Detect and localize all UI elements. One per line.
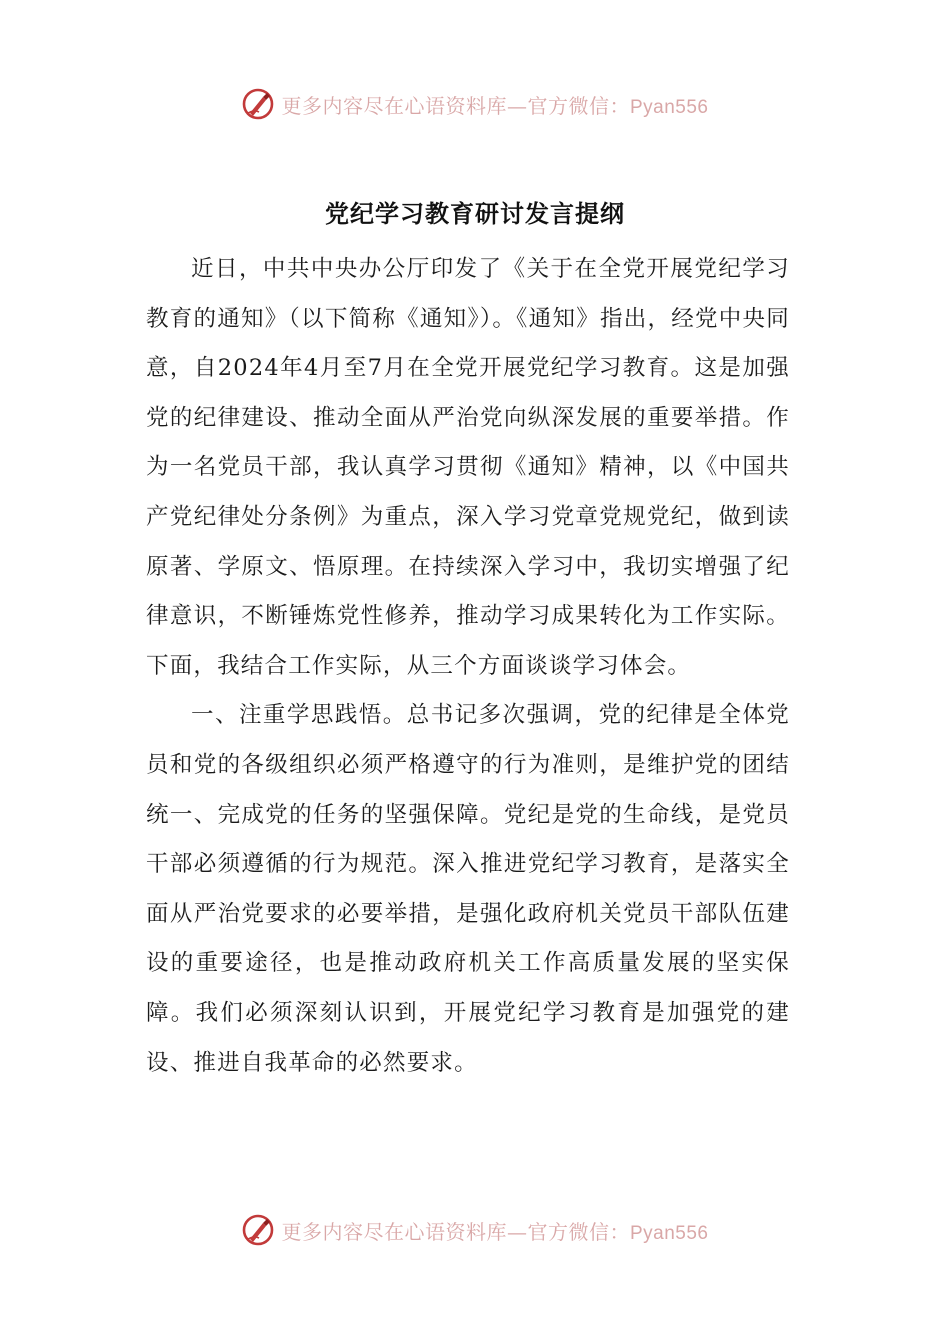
watermark-main-text: 更多内容尽在心语资料库—官方微信： (281, 93, 630, 118)
watermark-main-text: 更多内容尽在心语资料库—官方微信： (281, 1219, 630, 1244)
document-title: 党纪学习教育研讨发言提纲 (325, 199, 625, 229)
watermark-text (281, 1216, 708, 1245)
paragraph-intro: 近日，中共中央办公厅印发了《关于在全党开展党纪学习教育的通知》（以下简称《通知》）。《通知》指出，经党中央同意，自2024年4月至7月在全党开展党纪学习教育。这是加强党的纪律建设、推动全面从严治党向纵深发展的重要举措。作为一名党员干部，我认真学习贯彻《通知》精神，以《中国共产党纪律处分条例》为重点，深入学习党章党规党纪，做到读原著、学原文、悟原理。在持续深入学习中，我切实增强了纪律意识，不断锤炼党性修养，推动学习成果转化为工作实际。下面，我结合工作实际，从三个方面谈谈学习体会。 (146, 256, 790, 679)
header-watermark (0, 84, 950, 124)
watermark-wechat-id: Pyan556 (629, 96, 709, 118)
pen-logo-icon (241, 87, 275, 121)
watermark-wechat-id: Pyan556 (629, 1222, 709, 1244)
document-body (146, 245, 790, 1088)
footer-watermark (0, 1210, 950, 1250)
paragraph-section-one: 一、注重学思践悟。总书记多次强调，党的纪律是全体党员和党的各级组织必须严格遵守的行为准则，是维护党的团结统一、完成党的任务的坚强保障。党纪是党的生命线，是党员干部必须遵循的行为规范。深入推进党纪学习教育，是落实全面从严治党要求的必要举措，是强化政府机关党员干部队伍建设的重要途径，也是推动政府机关工作高质量发展的坚实保障。我们必须深刻认识到，开展党纪学习教育是加强党的建设、推进自我革命的必然要求。 (146, 702, 790, 1076)
pen-logo-icon (241, 1213, 275, 1247)
watermark-text (281, 90, 708, 119)
